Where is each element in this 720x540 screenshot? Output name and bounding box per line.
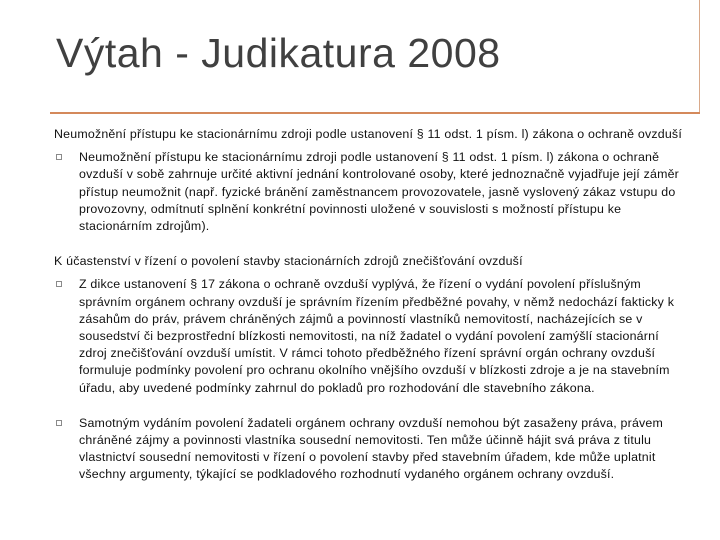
square-bullet-icon (56, 154, 62, 160)
bullet-item (54, 415, 684, 484)
bullet-item (54, 149, 684, 235)
bullet-text: Z dikce ustanovení § 17 zákona o ochraně ovzduší vyplývá, že řízení o vydání povolení příslušným správním orgánem ochrany ovzduší je správním řízením předběžné povahy, v němž nedochází fakticky k zásahům do práv, právem chráněných zájmů a povinností vlastníků nemovitostí, nacházejících se v sousedství či bezprostřední blízkosti nemovitosti, na níž žadatel o vydání povolení zamýšlí stacionární zdroj znečišťování ovzduší umístit. V rámci tohoto předběžného řízení správní orgán ochrany ovzduší formuluje podmínky povolení pro ochranu okolního vnějšího ovzduší v blízkosti zdroje a je na stavebním úřadu, aby uvedené podmínky zahrnul do pokladů pro rozhodování dle stavebního zákona. (79, 277, 675, 395)
slide-title: Výtah - Judikatura 2008 (56, 30, 501, 76)
bullet-text: Samotným vydáním povolení žadateli orgánem ochrany ovzduší nemohou být zasaženy práva, právem chráněné zájmy a povinnosti vlastníka sousední nemovitosti. Ten může účinně hájit svá práva z titulu vlastnictví sousední nemovitosti v řízení o povolení stavby před stavebním úřadem, kde může uplatnit všechny argumenty, týkající se podkladového rozhodnutí vydaného orgánem ochrany ovzduší. (79, 415, 664, 482)
section-heading-participation: K účastenství v řízení o povolení stavby stacionárních zdrojů znečišťování ovzduší (54, 254, 523, 269)
section-heading-access: Neumožnění přístupu ke stacionárnímu zdroji podle ustanovení § 11 odst. 1 písm. l) zákona o ochraně ovzduší (54, 127, 682, 141)
title-vertical-rule (699, 0, 700, 112)
bullet-text: Neumožnění přístupu ke stacionárnímu zdroji podle ustanovení § 11 odst. 1 písm. l) zákona o ochraně ovzduší v sobě zahrnuje určité aktivní jednání kontrolované osoby, které jednoznačně vyjadřuje její záměr přístup neumožnit (např. fyzické bránění zaměstnancem provozovatele, jasně vyslovený zákaz vstupu do provozovny, odmítnutí splnění konkrétní povinnosti uložené v souvislosti s možností přístupu ke stacionárním zdrojům). (79, 150, 680, 234)
square-bullet-icon (56, 420, 62, 426)
square-bullet-icon (56, 281, 62, 287)
slide-body (54, 126, 684, 502)
title-horizontal-rule (50, 112, 700, 114)
bullet-item (54, 276, 684, 396)
